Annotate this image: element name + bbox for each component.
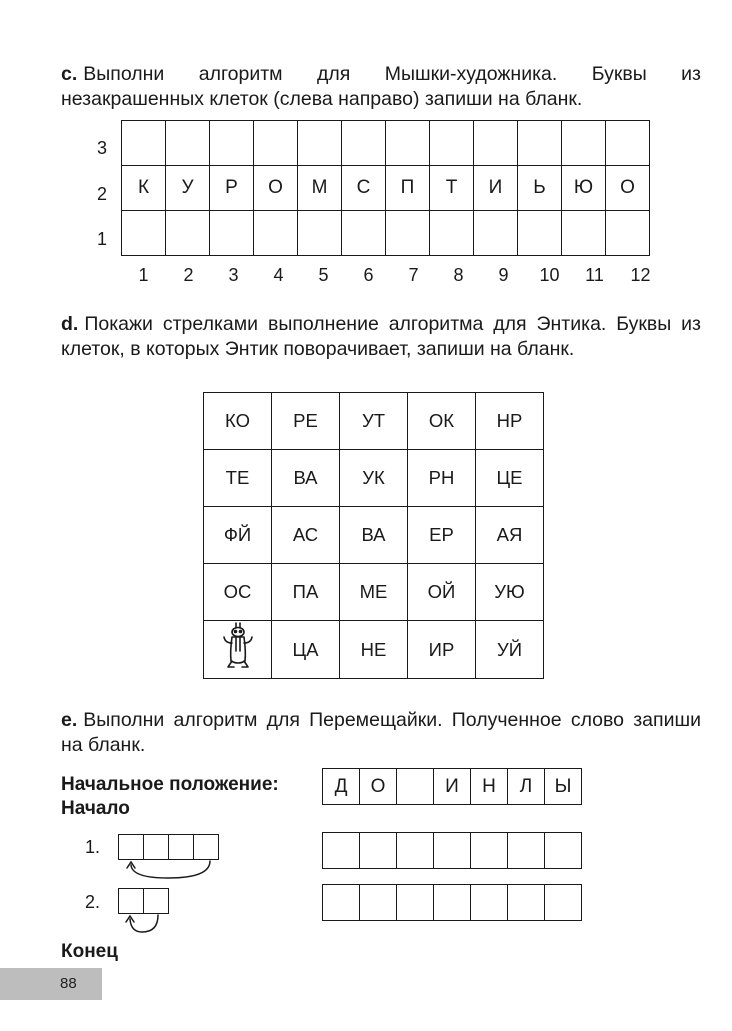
- section-e-text: Выполни алгоритм для Перемещайки. Полученное слово запиши на бланк.: [61, 709, 701, 756]
- grid-cell[interactable]: [518, 121, 562, 166]
- answer-cell[interactable]: [545, 885, 582, 921]
- syllable-cell[interactable]: УЮ: [476, 564, 544, 621]
- answer-cell[interactable]: [397, 833, 434, 869]
- syllable-cell[interactable]: ОК: [408, 393, 476, 450]
- answer-cell[interactable]: [508, 833, 545, 869]
- section-d-text: Покажи стрелками выполнение алгоритма для Энтика. Буквы из клеток, в которых Энтик поворачивает, запиши на бланк.: [61, 313, 701, 360]
- col-label-10: 10: [539, 265, 560, 285]
- answer-cell[interactable]: [323, 833, 360, 869]
- entik-row: [204, 621, 544, 679]
- grid-cell[interactable]: Ь: [518, 166, 562, 211]
- letter-cell[interactable]: Ы: [545, 769, 582, 805]
- col-label-8: 8: [453, 265, 464, 285]
- grid-cell[interactable]: Ю: [562, 166, 606, 211]
- grid-cell[interactable]: [562, 121, 606, 166]
- section-c-instruction: [61, 62, 701, 112]
- syllable-cell[interactable]: ЦА: [272, 621, 340, 679]
- answer-cell[interactable]: [323, 885, 360, 921]
- syllable-cell[interactable]: ТЕ: [204, 450, 272, 507]
- mouse-artist-grid: [121, 120, 650, 256]
- syllable-cell[interactable]: КО: [204, 393, 272, 450]
- letter-cell[interactable]: [397, 769, 434, 805]
- syllable-cell[interactable]: УТ: [340, 393, 408, 450]
- entik-grid: [203, 392, 544, 679]
- initial-position-label: Начальное положение:: [61, 774, 279, 795]
- grid-cell[interactable]: [518, 211, 562, 256]
- section-c-letter: c.: [61, 63, 78, 85]
- syllable-cell[interactable]: НЕ: [340, 621, 408, 679]
- col-label-3: 3: [228, 265, 239, 285]
- diagram-cell: [169, 835, 194, 860]
- grid-cell[interactable]: [166, 121, 210, 166]
- diagram-cell: [194, 835, 219, 860]
- diagram-cell: [119, 835, 144, 860]
- grid-cell[interactable]: М: [298, 166, 342, 211]
- start-label: Начало: [61, 798, 130, 819]
- grid-cell[interactable]: [298, 121, 342, 166]
- grid-cell[interactable]: Р: [210, 166, 254, 211]
- grid-cell[interactable]: Т: [430, 166, 474, 211]
- syllable-cell[interactable]: НР: [476, 393, 544, 450]
- grid-cell[interactable]: И: [474, 166, 518, 211]
- step-2-answer-strip: [322, 884, 582, 921]
- grid-cell[interactable]: С: [342, 166, 386, 211]
- col-label-2: 2: [183, 265, 194, 285]
- grid-cell[interactable]: П: [386, 166, 430, 211]
- grid-row-2: [122, 166, 650, 211]
- step-1-diagram: [118, 834, 219, 860]
- grid-cell[interactable]: [430, 121, 474, 166]
- curved-arrow-icon: [118, 860, 228, 882]
- entik-row: [204, 564, 544, 621]
- section-e-letter: e.: [61, 709, 78, 731]
- row-label-3: 3: [97, 138, 108, 158]
- grid-cell[interactable]: О: [254, 166, 298, 211]
- end-label: Конец: [61, 941, 118, 962]
- syllable-cell[interactable]: ВА: [272, 450, 340, 507]
- entik-row: [204, 450, 544, 507]
- grid-cell[interactable]: [386, 121, 430, 166]
- col-label-11: 11: [585, 265, 604, 285]
- entik-robot-icon: [218, 621, 258, 673]
- col-label-5: 5: [318, 265, 329, 285]
- syllable-cell[interactable]: ФЙ: [204, 507, 272, 564]
- grid-cell[interactable]: [562, 211, 606, 256]
- letter-cell[interactable]: И: [434, 769, 471, 805]
- letter-cell[interactable]: О: [360, 769, 397, 805]
- syllable-cell[interactable]: ИР: [408, 621, 476, 679]
- col-label-9: 9: [498, 265, 509, 285]
- grid-cell[interactable]: У: [166, 166, 210, 211]
- answer-cell[interactable]: [360, 833, 397, 869]
- answer-cell[interactable]: [360, 885, 397, 921]
- syllable-cell[interactable]: АЯ: [476, 507, 544, 564]
- step-1-answer-strip: [322, 832, 582, 869]
- page-number: 88: [0, 968, 102, 1000]
- col-label-7: 7: [408, 265, 419, 285]
- grid-cell[interactable]: [254, 121, 298, 166]
- entik-row: [204, 393, 544, 450]
- syllable-cell[interactable]: ОЙ: [408, 564, 476, 621]
- letter-cell[interactable]: Л: [508, 769, 545, 805]
- grid-cell[interactable]: [606, 211, 650, 256]
- row-label-2: 2: [97, 184, 108, 204]
- syllable-cell[interactable]: МЕ: [340, 564, 408, 621]
- grid-cell[interactable]: [342, 121, 386, 166]
- grid-cell[interactable]: [474, 121, 518, 166]
- grid-cell[interactable]: [430, 211, 474, 256]
- col-label-4: 4: [273, 265, 284, 285]
- grid-cell[interactable]: [122, 121, 166, 166]
- answer-cell[interactable]: [508, 885, 545, 921]
- letter-cell[interactable]: Н: [471, 769, 508, 805]
- col-label-12: 12: [630, 265, 651, 285]
- grid-cell[interactable]: [122, 211, 166, 256]
- section-d-letter: d.: [61, 313, 79, 335]
- syllable-cell[interactable]: ЕР: [408, 507, 476, 564]
- syllable-cell[interactable]: ОС: [204, 564, 272, 621]
- grid-cell[interactable]: К: [122, 166, 166, 211]
- col-label-1: 1: [138, 265, 149, 285]
- grid-cell[interactable]: [166, 211, 210, 256]
- step-2-label: 2.: [85, 892, 101, 912]
- answer-cell[interactable]: [434, 833, 471, 869]
- step-2-diagram: [118, 888, 169, 914]
- syllable-cell[interactable]: ЦЕ: [476, 450, 544, 507]
- col-label-6: 6: [363, 265, 374, 285]
- step-1-label: 1.: [85, 837, 101, 857]
- initial-letters-strip: [322, 768, 582, 805]
- syllable-cell[interactable]: АС: [272, 507, 340, 564]
- syllable-cell[interactable]: УЙ: [476, 621, 544, 679]
- grid-cell[interactable]: [474, 211, 518, 256]
- syllable-cell[interactable]: РН: [408, 450, 476, 507]
- grid-cell[interactable]: [254, 211, 298, 256]
- diagram-cell: [144, 835, 169, 860]
- syllable-cell[interactable]: ПА: [272, 564, 340, 621]
- grid-row-1: [122, 211, 650, 256]
- grid-cell[interactable]: [210, 211, 254, 256]
- answer-cell[interactable]: [397, 885, 434, 921]
- answer-cell[interactable]: [471, 833, 508, 869]
- curved-arrow-icon: [118, 914, 178, 936]
- grid-cell[interactable]: [606, 121, 650, 166]
- syllable-cell[interactable]: УК: [340, 450, 408, 507]
- grid-row-3: [122, 121, 650, 166]
- grid-cell[interactable]: О: [606, 166, 650, 211]
- section-e-instruction: [61, 708, 701, 758]
- diagram-cell: [144, 889, 169, 914]
- diagram-cell: [119, 889, 144, 914]
- answer-cell[interactable]: [545, 833, 582, 869]
- answer-cell[interactable]: [471, 885, 508, 921]
- section-d-instruction: [61, 312, 701, 362]
- section-c-text: Выполни алгоритм для Мышки-художника. Буквы из незакрашенных клеток (слева направо) запиши на бланк.: [61, 63, 701, 110]
- syllable-cell[interactable]: ВА: [340, 507, 408, 564]
- row-label-1: 1: [97, 229, 108, 249]
- grid-cell[interactable]: [298, 211, 342, 256]
- grid-cell[interactable]: [386, 211, 430, 256]
- answer-cell[interactable]: [434, 885, 471, 921]
- grid-cell[interactable]: [210, 121, 254, 166]
- letter-cell[interactable]: Д: [323, 769, 360, 805]
- syllable-cell[interactable]: РЕ: [272, 393, 340, 450]
- entik-start-cell[interactable]: [204, 621, 272, 679]
- grid-cell[interactable]: [342, 211, 386, 256]
- entik-row: [204, 507, 544, 564]
